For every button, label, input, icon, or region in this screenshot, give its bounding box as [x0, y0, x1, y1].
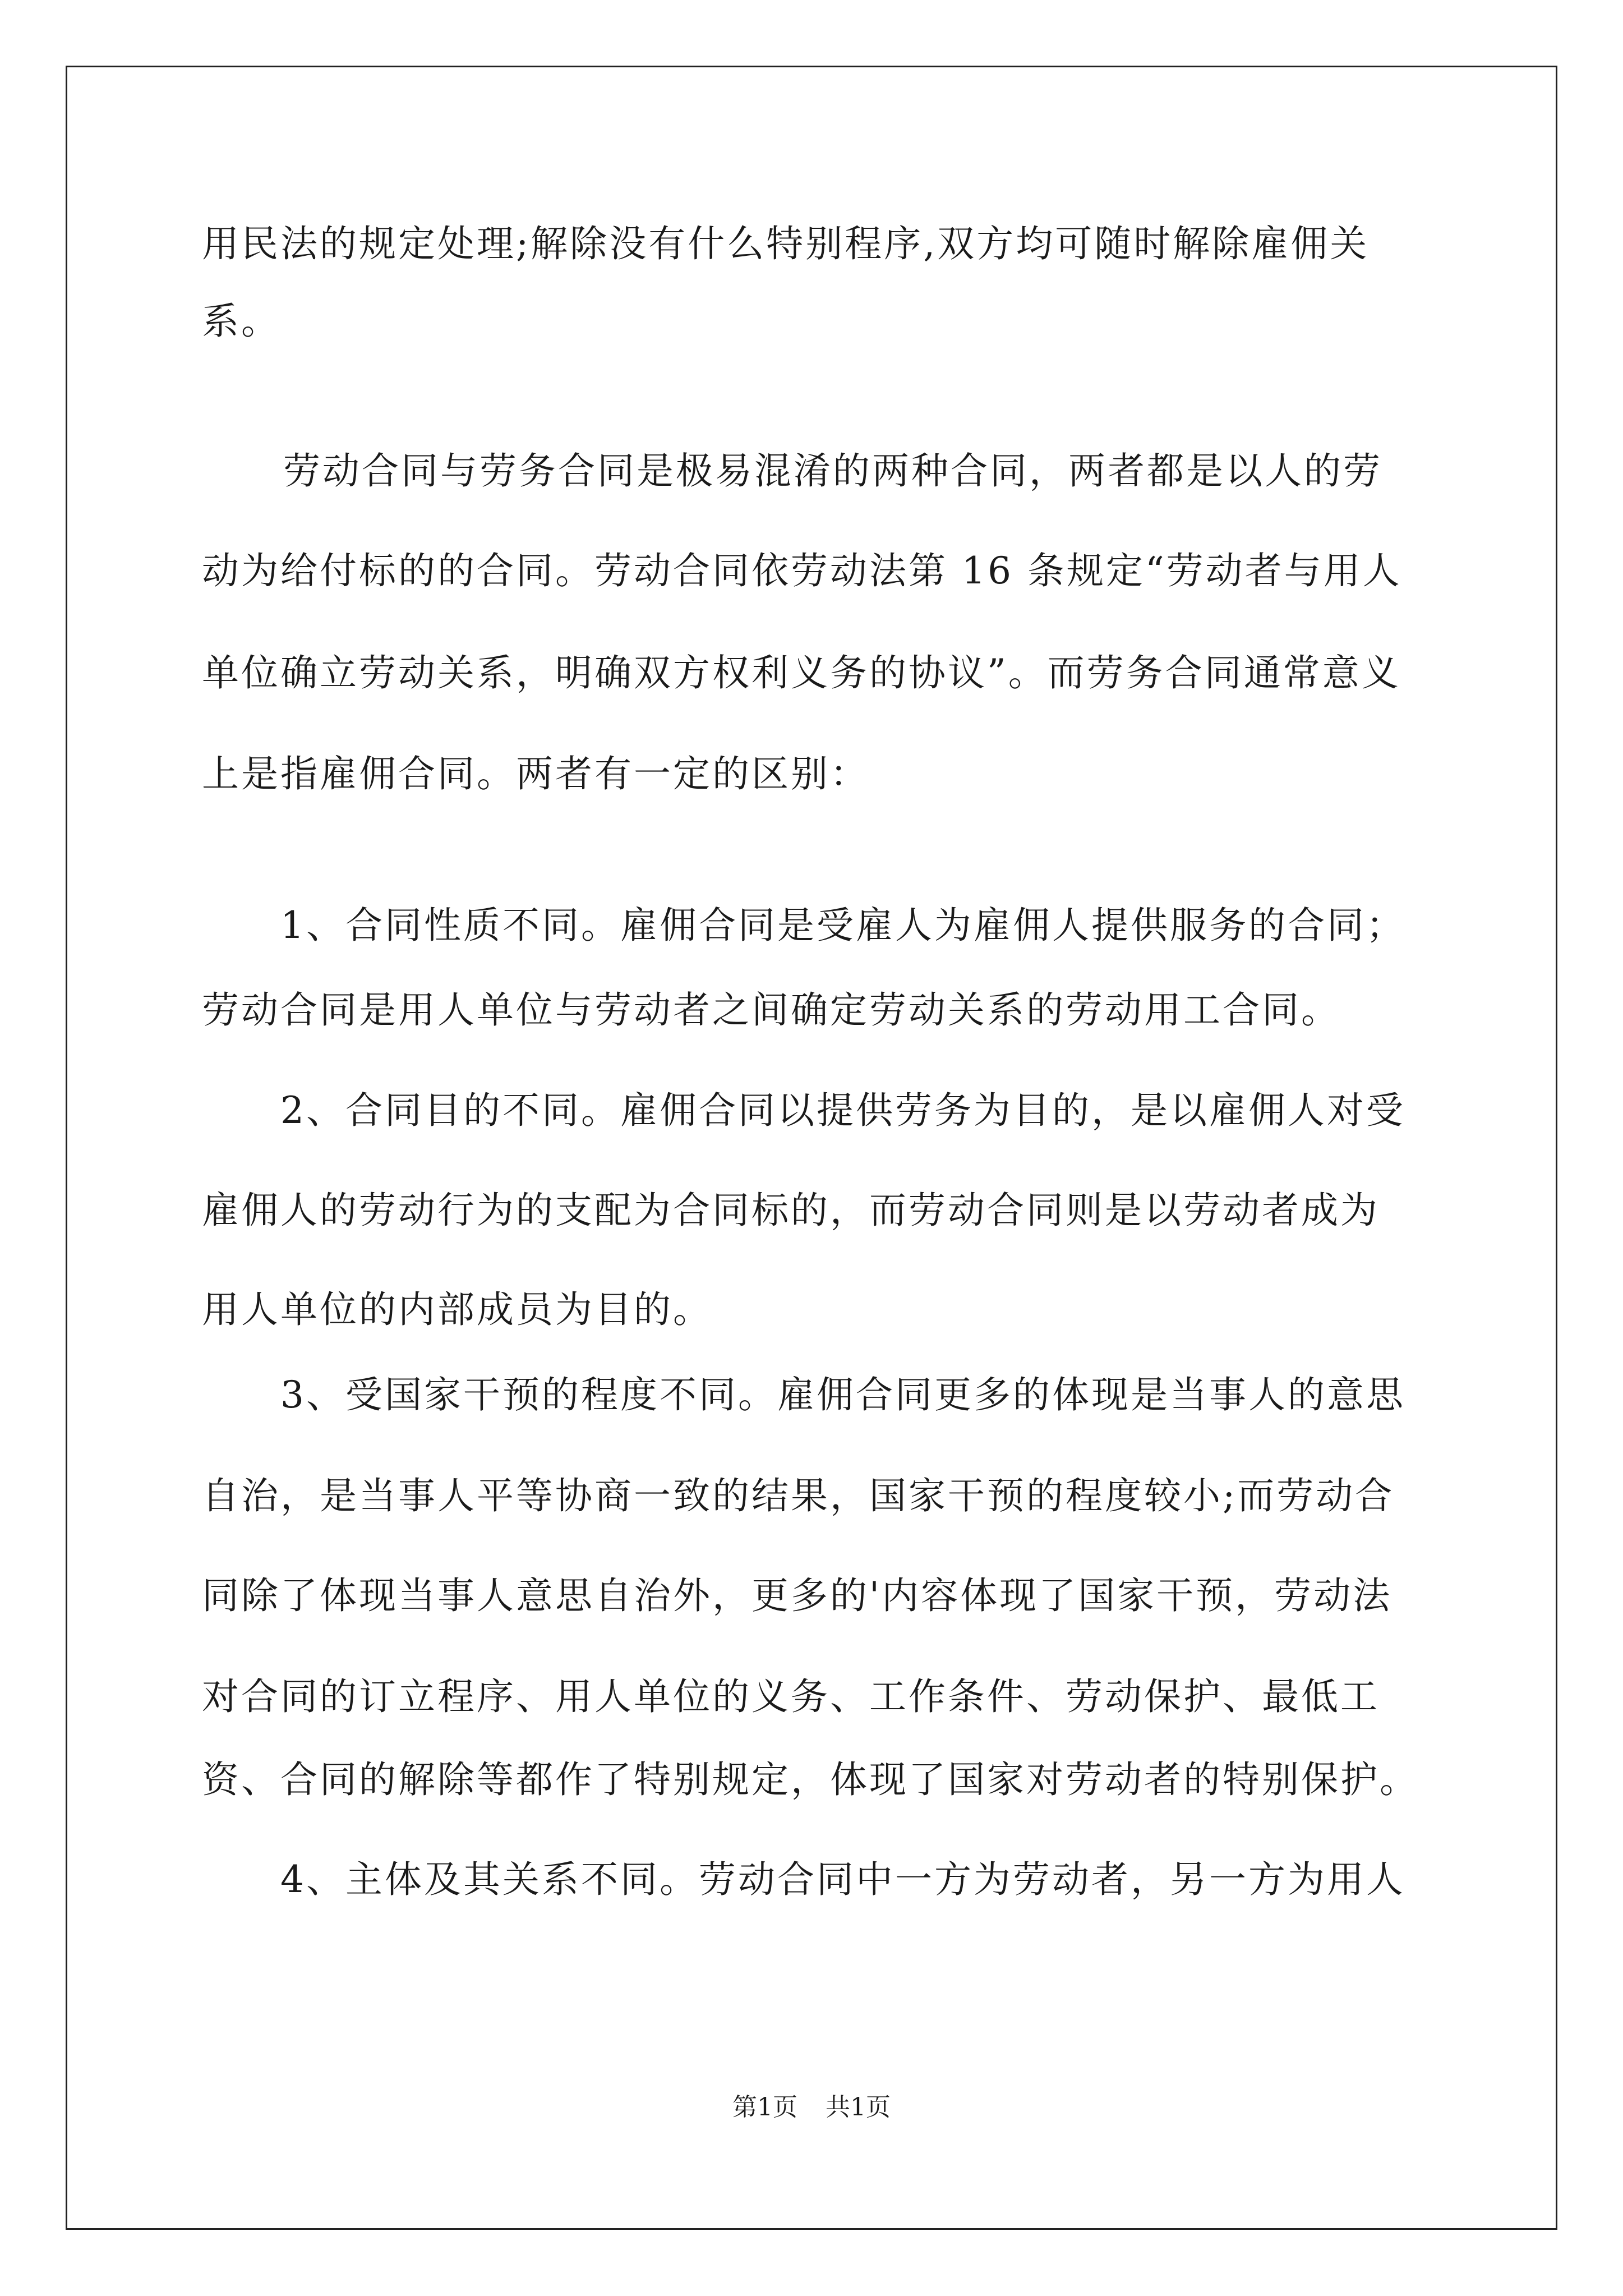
- text-line: 上是指雇佣合同。两者有一定的区别：: [202, 752, 869, 795]
- text-line: 劳动合同是用人单位与劳动者之间确定劳动关系的劳动用工合同。: [202, 988, 1340, 1032]
- text-line: 4、主体及其关系不同。劳动合同中一方为劳动者，另一方为用人: [280, 1858, 1405, 1901]
- text-line: 资、合同的解除等都作了特别规定，体现了国家对劳动者的特别保护。: [202, 1758, 1419, 1801]
- text-line: 自治，是当事人平等协商一致的结果，国家干预的程度较小;而劳动合: [202, 1474, 1395, 1517]
- page-number-total: 共1页: [826, 2093, 891, 2122]
- text-line: 劳动合同与劳务合同是极易混淆的两种合同，两者都是以人的劳: [283, 449, 1382, 493]
- page-footer: [0, 2087, 1623, 2123]
- page-number-current: 第1页: [732, 2093, 797, 2122]
- text-line: 同除了体现当事人意思自治外，更多的'内容体现了国家干预，劳动法: [202, 1574, 1393, 1617]
- text-line: 动为给付标的的合同。劳动合同依劳动法第 16 条规定“劳动者与用人: [202, 549, 1402, 592]
- page-border: [66, 66, 1557, 2230]
- text-line: 单位确立劳动关系，明确双方权利义务的协议”。而劳务合同通常意义: [202, 651, 1401, 694]
- text-line: 系。: [202, 300, 280, 343]
- text-line: 雇佣人的劳动行为的支配为合同标的，而劳动合同则是以劳动者成为: [202, 1189, 1380, 1232]
- text-line: 2、合同目的不同。雇佣合同以提供劳务为目的，是以雇佣人对受: [280, 1089, 1405, 1132]
- text-line: 3、受国家干预的程度不同。雇佣合同更多的体现是当事人的意思: [280, 1373, 1405, 1416]
- text-line: 1、合同性质不同。雇佣合同是受雇人为雇佣人提供服务的合同；: [280, 904, 1405, 947]
- text-line: 用民法的规定处理;解除没有什么特别程序,双方均可随时解除雇佣关: [202, 222, 1370, 265]
- text-line: 用人单位的内部成员为目的。: [202, 1288, 712, 1331]
- text-line: 对合同的订立程序、用人单位的义务、工作条件、劳动保护、最低工: [202, 1675, 1380, 1718]
